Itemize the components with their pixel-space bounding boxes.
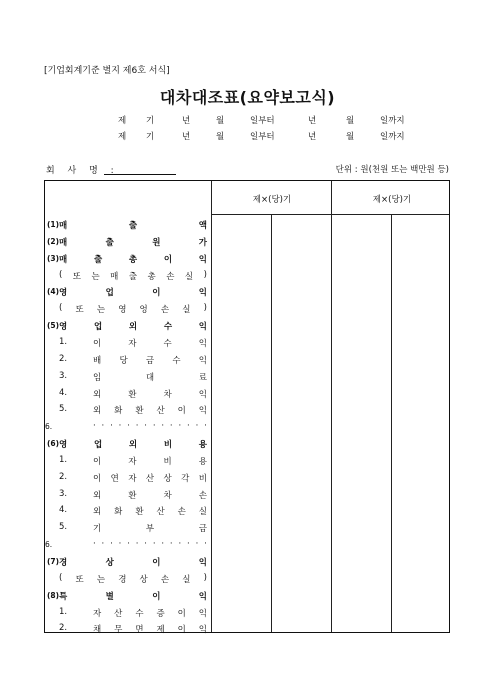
account-row	[45, 352, 211, 369]
account-label-char: 매	[59, 254, 68, 265]
account-label	[93, 421, 207, 431]
account-label-char: ·	[144, 421, 147, 432]
account-row	[45, 402, 211, 419]
account-label-char: ·	[101, 421, 105, 432]
account-label	[59, 253, 207, 265]
account-label-char: 수	[163, 338, 172, 349]
period-text: 월	[216, 116, 225, 126]
account-row	[45, 487, 211, 504]
account-number: 3.	[59, 370, 68, 381]
account-row	[45, 605, 211, 622]
account-label-char: 익	[198, 591, 207, 602]
account-label-char: ·	[178, 421, 182, 432]
account-label-char: )	[203, 269, 207, 280]
account-label-char: 또	[72, 271, 82, 282]
account-label	[59, 219, 207, 231]
account-number: 1.	[59, 606, 68, 617]
account-label	[93, 623, 207, 635]
account-label-char: 경	[59, 558, 68, 568]
account-label	[93, 404, 207, 416]
company-name-field[interactable]	[104, 174, 176, 175]
account-label-char: 이	[163, 254, 173, 265]
account-number: 1.	[59, 336, 68, 347]
account-label-char: 상	[163, 473, 172, 484]
period-text: 월	[346, 116, 355, 126]
account-number: 5.	[59, 522, 68, 533]
account-label-char: 증	[156, 608, 165, 619]
account-label-char: ·	[127, 421, 130, 432]
account-label-char: 용	[198, 440, 207, 451]
account-label-char: 또	[75, 305, 84, 316]
account-row	[45, 217, 211, 234]
period-text: 년	[308, 132, 317, 142]
document-title: 대차대조표(요약보고식)	[159, 88, 336, 107]
account-row	[45, 234, 211, 251]
column-divider	[391, 214, 392, 632]
account-row	[45, 537, 211, 554]
account-label-char: ·	[152, 421, 156, 432]
account-label-char: ·	[93, 539, 96, 550]
account-label-char: 제	[156, 625, 165, 636]
account-label-char: 비	[163, 456, 172, 467]
account-label-char: 부	[145, 524, 155, 535]
account-number: 6.	[45, 540, 53, 550]
account-row	[45, 621, 211, 638]
account-label-char: ·	[195, 421, 199, 432]
account-label-char: 외	[93, 490, 102, 501]
account-label-char: 외	[128, 322, 138, 333]
account-label-char: ·	[135, 421, 139, 432]
period-text: 년	[182, 116, 191, 126]
account-label-char: 환	[135, 406, 144, 417]
account-label-char: 이	[93, 338, 102, 349]
account-row	[45, 301, 211, 318]
account-label-char: 연	[110, 473, 119, 484]
account-label-char: 출	[93, 254, 103, 265]
account-label-char: 손	[160, 305, 170, 316]
account-label	[59, 573, 207, 585]
account-number: (4)	[47, 287, 60, 297]
column-header-prior: 제×(당)기	[372, 195, 412, 205]
account-label-char: 영	[59, 288, 68, 299]
account-label-char: 총	[128, 254, 138, 265]
account-number: (5)	[47, 321, 60, 331]
column-divider	[271, 214, 272, 632]
account-label-char: 대	[145, 372, 155, 383]
account-label-char: 외	[93, 389, 102, 400]
account-label-char: 실	[198, 507, 207, 518]
account-label-char: 당	[119, 355, 128, 366]
account-label-char: 자	[93, 608, 102, 619]
account-label-char: 익	[198, 558, 207, 568]
account-label-char: 면	[135, 625, 144, 636]
account-label-char: 환	[128, 490, 137, 501]
account-label-char: 손	[198, 490, 207, 501]
account-row	[45, 453, 211, 470]
account-number: (6)	[47, 439, 60, 449]
account-label-char: 화	[114, 406, 123, 417]
column-divider	[331, 181, 332, 632]
account-row	[45, 503, 211, 520]
account-row	[45, 520, 211, 537]
account-label-char: 별	[105, 591, 114, 602]
account-label-char: 특	[59, 591, 68, 602]
account-label-char: 화	[114, 507, 123, 518]
account-number: (7)	[47, 557, 60, 566]
account-label-char: 산	[145, 473, 155, 484]
account-label	[59, 270, 207, 282]
period-text: 기	[146, 116, 155, 126]
account-label-char: 비	[163, 440, 173, 451]
account-label-char: 실	[182, 574, 191, 585]
account-label-char: 액	[198, 221, 207, 231]
account-label	[93, 539, 207, 549]
account-row	[45, 268, 211, 285]
account-label-char: 원	[152, 237, 161, 248]
period-text: 년	[308, 116, 317, 126]
account-label-char: 수	[135, 608, 144, 619]
account-row	[45, 554, 211, 571]
account-label-char: ·	[169, 539, 173, 550]
account-number: 3.	[59, 488, 68, 499]
account-label	[93, 472, 207, 484]
account-label-char: ·	[178, 539, 182, 550]
account-label-char: ·	[187, 539, 190, 550]
account-label-char: 영	[59, 440, 68, 451]
account-label-char: )	[203, 572, 207, 583]
account-label-char: 이	[177, 625, 186, 636]
header-divider	[211, 214, 449, 215]
account-label	[59, 236, 207, 248]
account-label-char: ·	[118, 421, 122, 432]
account-number: 2.	[59, 471, 68, 482]
account-label-char: 상	[105, 558, 114, 568]
account-label-char: 총	[147, 271, 156, 282]
account-label-char: 엉	[139, 305, 148, 316]
period-text: 일부터	[250, 132, 275, 142]
account-label-char: 기	[93, 524, 102, 535]
account-label	[93, 388, 207, 400]
account-label-char: ·	[204, 421, 207, 432]
account-label-char: 차	[163, 389, 172, 400]
period-text: 제	[118, 132, 127, 142]
account-label-char: ·	[144, 539, 147, 550]
account-number: 5.	[59, 404, 68, 415]
account-label-char: 배	[93, 355, 102, 366]
account-label	[93, 337, 207, 349]
form-code-label: [기업회계기준 별지 제6호 서식]	[44, 66, 170, 76]
account-label-char: )	[203, 303, 207, 314]
account-label-char: 업	[105, 288, 114, 299]
account-label-char: 이	[93, 473, 102, 484]
account-label-char: 업	[93, 322, 103, 333]
account-row	[45, 436, 211, 453]
account-label-char: ·	[152, 539, 156, 550]
account-label-char: 산	[114, 608, 123, 619]
account-label-char: 이	[177, 406, 186, 417]
account-label-char: 매	[110, 271, 119, 282]
account-label-char: 출	[105, 237, 114, 248]
period-text: 일까지	[380, 116, 405, 126]
account-label-char: 환	[128, 389, 137, 400]
account-number: (3)	[47, 253, 60, 263]
account-label-char: 수	[163, 322, 173, 333]
account-row	[45, 251, 211, 268]
period-text: 일까지	[380, 132, 405, 142]
account-label-char: 이	[152, 288, 161, 299]
account-label	[93, 607, 207, 619]
account-label-char: 실	[184, 271, 194, 282]
account-label-char: 익	[198, 625, 207, 636]
account-label-char: 매	[59, 237, 68, 248]
account-label	[59, 438, 207, 450]
account-label	[59, 590, 207, 602]
account-label-char: ·	[204, 539, 207, 550]
account-label	[93, 455, 207, 467]
account-label-char: 상	[139, 574, 148, 585]
account-label-char: 차	[163, 490, 172, 501]
account-label-char: 자	[128, 338, 137, 349]
account-label-char: 실	[182, 305, 191, 316]
account-label-char: 이	[152, 591, 161, 602]
account-label-char: 익	[198, 322, 207, 333]
period-text: 일부터	[250, 116, 275, 126]
account-label-char: 금	[145, 355, 155, 366]
account-label-char: 가	[198, 237, 207, 248]
account-number: 2.	[59, 623, 68, 634]
account-label-char: 또	[75, 574, 84, 585]
account-label-char: 매	[59, 221, 68, 231]
account-label	[59, 286, 207, 298]
account-label-char: 이	[152, 558, 161, 568]
account-row	[45, 571, 211, 588]
account-label-char: ·	[187, 421, 190, 432]
account-row	[45, 419, 211, 436]
account-label-char: 금	[198, 524, 207, 535]
account-label-char: ·	[101, 539, 105, 550]
account-label	[93, 522, 207, 534]
account-label-char: 익	[198, 338, 207, 349]
account-label-char: 는	[91, 271, 100, 282]
account-number: 2.	[59, 353, 68, 364]
account-label-char: 자	[128, 473, 137, 484]
account-label-char: 무	[114, 625, 123, 636]
account-label-char: ·	[135, 539, 139, 550]
account-label-char: 익	[198, 389, 207, 400]
account-label-char: 료	[198, 372, 207, 383]
account-label-char: 는	[96, 574, 106, 585]
account-label-char: 용	[198, 456, 207, 467]
account-label	[59, 320, 207, 332]
company-name-label: 회 사 명 :	[46, 166, 119, 176]
account-row	[45, 588, 211, 605]
account-label	[93, 354, 207, 366]
account-label-char: (	[59, 269, 63, 280]
account-label	[59, 303, 207, 315]
account-label-char: 손	[160, 574, 170, 585]
account-number: 6.	[45, 422, 53, 432]
account-number: (8)	[47, 590, 60, 600]
account-label-char: 산	[156, 507, 165, 518]
account-label-char: ·	[195, 539, 199, 550]
account-label-char: 채	[93, 625, 102, 636]
column-header-current: 제×(당)기	[252, 195, 292, 205]
account-row	[45, 386, 211, 403]
account-label-char: 이	[93, 456, 102, 467]
account-label-char: 업	[93, 440, 103, 451]
account-row	[45, 284, 211, 301]
account-label-char: 외	[128, 440, 138, 451]
account-row	[45, 470, 211, 487]
unit-label: 단위 : 원(천원 또는 백만원 등)	[335, 165, 449, 175]
account-label-char: 수	[172, 355, 181, 366]
account-label-char: 외	[93, 406, 102, 417]
account-label-char: 경	[118, 574, 127, 585]
account-label	[93, 371, 207, 383]
account-label-char: (	[59, 572, 63, 583]
period-text: 기	[146, 132, 155, 142]
account-number: 4.	[59, 505, 68, 516]
account-label-char: 영	[118, 305, 127, 316]
account-label-char: 임	[93, 372, 102, 383]
account-label	[93, 489, 207, 501]
account-number: 1.	[59, 454, 68, 465]
period-text: 제	[118, 116, 127, 126]
account-label-char: 비	[198, 473, 207, 484]
account-number: (1)	[47, 220, 60, 229]
account-label-char: ·	[127, 539, 130, 550]
account-label-char: ·	[93, 421, 96, 432]
account-label-char: ·	[110, 539, 113, 550]
account-label-char: 각	[181, 473, 190, 484]
period-text: 월	[346, 132, 355, 142]
account-row	[45, 369, 211, 386]
account-label	[59, 556, 207, 568]
account-label-char: 출	[128, 271, 138, 282]
account-label-char: 산	[156, 406, 165, 417]
account-number: 4.	[59, 387, 68, 398]
account-label-char: 익	[198, 608, 207, 619]
account-label-char: 는	[96, 305, 106, 316]
account-label	[93, 505, 207, 517]
account-label-char: 환	[135, 507, 144, 518]
account-label-char: 익	[198, 254, 207, 265]
account-label-char: 외	[93, 507, 102, 518]
account-label-char: 손	[166, 271, 175, 282]
account-label-char: 이	[177, 608, 186, 619]
period-text: 년	[182, 132, 191, 142]
account-label-char: (	[59, 303, 63, 314]
account-label-char: 익	[198, 355, 207, 366]
account-row	[45, 335, 211, 352]
account-label-char: 익	[198, 406, 207, 417]
account-label-char: ·	[118, 539, 122, 550]
income-statement-table	[44, 180, 450, 636]
column-divider	[211, 181, 212, 632]
account-label-char: ·	[161, 421, 165, 432]
account-label-char: ·	[169, 421, 173, 432]
account-label-char: 출	[128, 221, 138, 231]
account-label-char: 손	[177, 507, 186, 518]
account-label-char: ·	[161, 539, 165, 550]
account-label-char: 익	[198, 288, 207, 299]
account-label-char: ·	[110, 421, 113, 432]
account-label-char: 자	[128, 456, 137, 467]
account-row	[45, 318, 211, 335]
account-label-char: 영	[59, 322, 68, 333]
account-number: (2)	[47, 236, 60, 246]
period-text: 월	[216, 132, 225, 142]
